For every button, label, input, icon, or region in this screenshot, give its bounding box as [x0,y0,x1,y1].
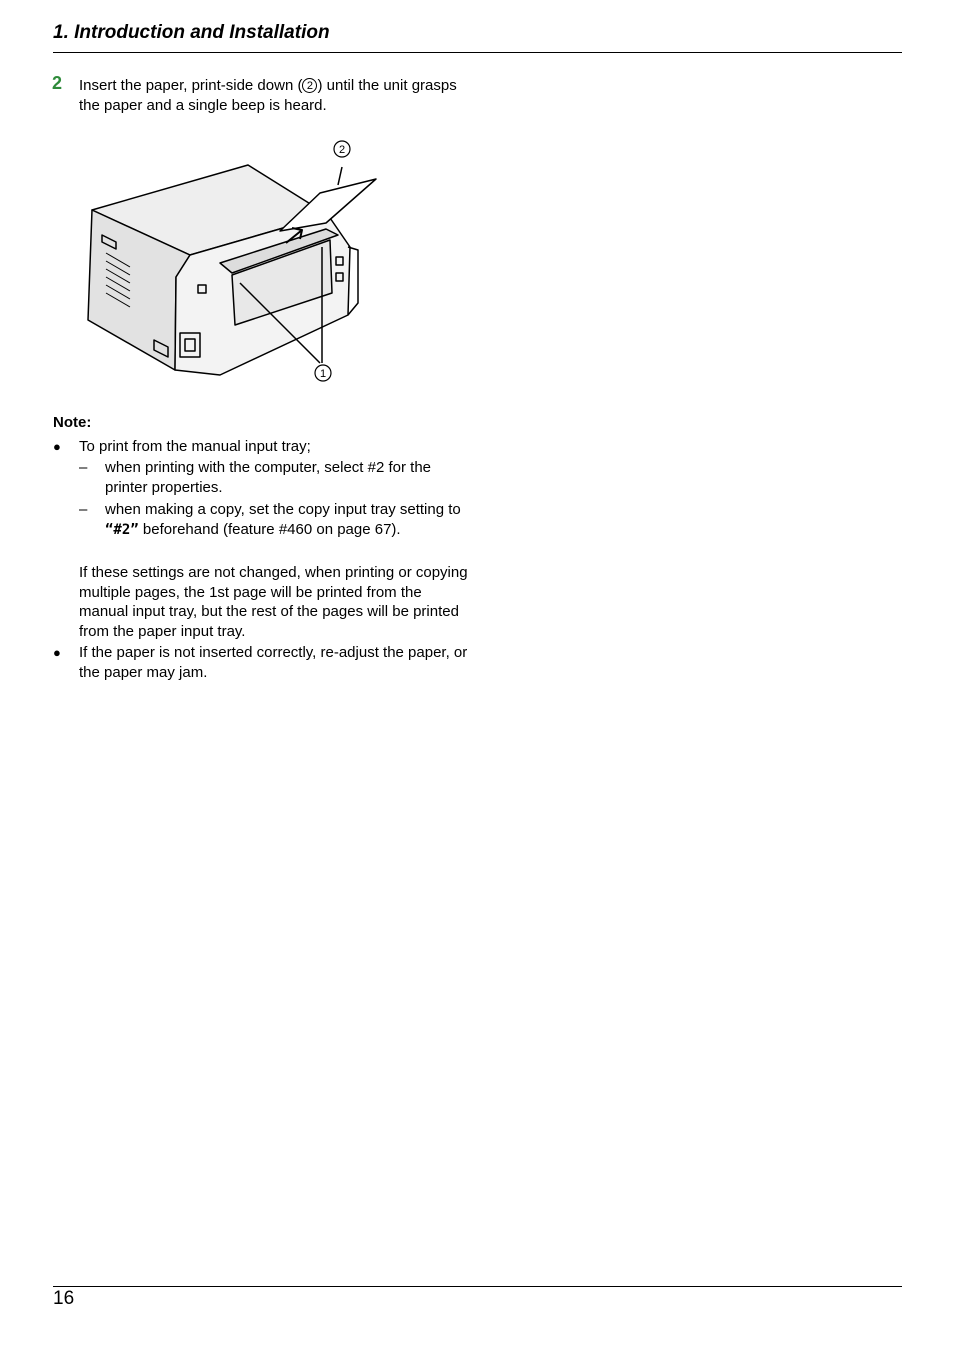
subitem-2-end: beforehand (feature #460 on page 67). [138,520,401,538]
note-bullet-1: To print from the manual input tray; [79,438,311,455]
figure-callout-2: 2 [338,144,346,156]
footer-rule [53,1286,902,1287]
step-number: 2 [52,73,63,93]
note-paragraph: If these settings are not changed, when printing or copying multiple pages, the 1st page will be printed from the manual input tray, but the rest of the pages will be printed from the paper input tray. [79,564,468,640]
note-bullet-2: If the paper is not inserted correctly, re-adjust the paper, or the paper may jam. [79,644,468,681]
page-number: 16 [53,1288,75,1309]
figure-callout-1: 1 [319,368,327,380]
feature-code: “#2” [105,521,139,538]
dash-marker-2: – [79,501,88,518]
bullet-marker-2: ● [53,645,61,660]
subitem-2-start: when making a copy, set the copy input tray setting to [105,501,461,518]
dash-marker-1: – [79,459,88,476]
step-instruction [79,76,469,115]
printer-illustration [80,135,380,385]
section-title: 1. Introduction and Installation [53,22,330,43]
note-subitem-1: when printing with the computer, select #2 for the printer properties. [105,459,432,496]
step-text-end: ) until the unit grasps the paper and a single beep is heard. [79,77,457,114]
step-text-start: Insert the paper, print-side down ( [79,77,303,94]
callout-2-inline: 2 [302,78,317,93]
note-subitem-2 [105,500,470,540]
bullet-marker-1: ● [53,439,61,454]
header-rule [53,52,902,53]
note-heading: Note: [53,414,92,431]
